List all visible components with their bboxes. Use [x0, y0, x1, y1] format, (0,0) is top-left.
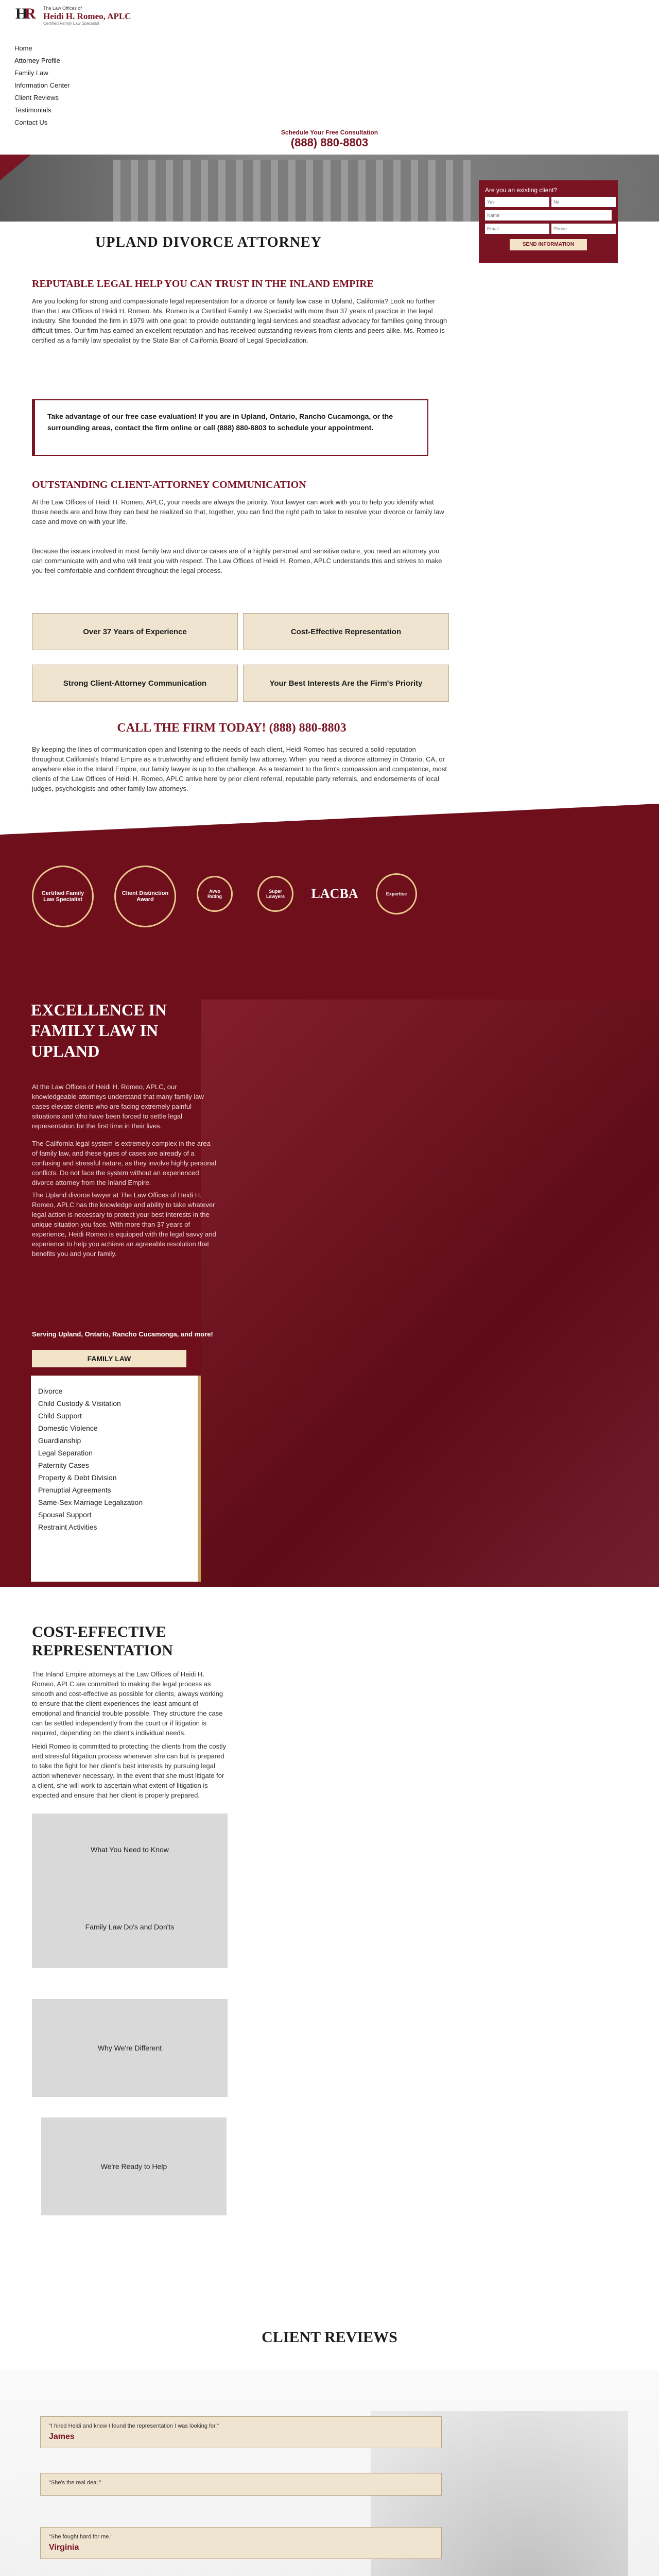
box-what-you-need[interactable]: What You Need to Know — [32, 1814, 228, 1886]
nav-information-center[interactable]: Information Center — [14, 81, 70, 89]
excellence-heading: EXCELLENCE IN FAMILY LAW IN UPLAND — [31, 1001, 167, 1060]
outstanding-paragraph-2: Because the issues involved in most family law and divorce cases are of a highly personal and sensitive nature, you need an attorney you can communicate with and who will treat you with respect. The Law Offices of Heidi H. Romeo, APLC understands this and strives to make you feel comfortable and confident throughout the legal process. — [32, 547, 442, 574]
nav-home[interactable]: Home — [14, 44, 32, 52]
tile-communication: Strong Client-Attorney Communication — [32, 665, 238, 702]
band-slant — [0, 804, 659, 866]
practice-legal-separation[interactable]: Legal Separation — [38, 1449, 93, 1457]
nav-contact-us[interactable]: Contact Us — [14, 118, 48, 126]
tile-experience: Over 37 Years of Experience — [32, 613, 238, 650]
excellence-paragraph-1: At the Law Offices of Heidi H. Romeo, APLC, our knowledgeable attorneys understand that many family law cases elevate clients who are facing extremely painful situations and who have been forced to settle legal representation for the first time in their lives. — [32, 1083, 204, 1130]
main-nav — [14, 42, 70, 129]
call-paragraph: By keeping the lines of communication open and listening to the needs of each client, Heidi Romeo has secured a solid reputation throughout California's Inland Empire as a trustworthy and efficient family law attorney. When you need a divorce attorney in Ontario, CA, or anywhere else in the Inland Empire, our family lawyer is up to the challenge. As a testament to the firm's compassion and competence, most clients of the Law Offices of Heidi H. Romeo, APLC arrive here by prior client referral, reputable party referrals, and endorsements of local judges, psychologists and other family law attorneys. — [32, 745, 447, 792]
page-title: UPLAND DIVORCE ATTORNEY — [95, 234, 322, 250]
logo-firm-name: Heidi H. Romeo, APLC — [43, 11, 131, 21]
firm-logo[interactable] — [15, 6, 131, 26]
box-why-different[interactable]: Why We're Different — [32, 1999, 228, 2097]
review-card — [40, 2527, 442, 2559]
contact-form — [479, 180, 618, 263]
nav-attorney-profile[interactable]: Attorney Profile — [14, 57, 60, 64]
excellence-paragraph-3: The Upland divorce lawyer at The Law Offices of Heidi H. Romeo, APLC has the knowledge and ability to take whatever legal action is necessary to protect your best interests in the unique situation you face. With more than 37 years of experience, Heidi Romeo is equipped with the legal savvy and experience to help you achieve an agreeable resolution that benefits you and your family. — [32, 1191, 216, 1258]
practice-guardianship[interactable]: Guardianship — [38, 1436, 81, 1445]
review-author: James — [49, 2432, 75, 2441]
phone-field[interactable] — [551, 224, 616, 234]
schedule-label: Schedule Your Free Consultation — [281, 129, 378, 136]
outstanding-heading: OUTSTANDING CLIENT-ATTORNEY COMMUNICATION — [32, 479, 306, 490]
practice-spousal-support[interactable]: Spousal Support — [38, 1511, 92, 1519]
nav-client-reviews[interactable]: Client Reviews — [14, 94, 59, 101]
logo-tagline: Certified Family Law Specialist — [43, 21, 99, 26]
existing-client-no[interactable] — [551, 197, 616, 207]
send-information-button[interactable]: SEND INFORMATION — [510, 239, 587, 250]
email-field[interactable] — [485, 224, 549, 234]
schedule-block — [278, 129, 381, 149]
cost-heading: COST-EFFECTIVE REPRESENTATION — [32, 1623, 173, 1659]
free-evaluation-text: Take advantage of our free case evaluation! If you are in Upland, Ontario, Rancho Cucamonga, or the surrounding areas, contact the firm online or call (888) 880-8803 to schedule your appointment. — [47, 412, 393, 432]
family-law-band — [0, 835, 659, 1587]
review-author: Virginia — [49, 2543, 79, 2552]
review-quote: "I hired Heidi and knew I found the representation I was looking for." — [49, 2423, 219, 2429]
practice-divorce[interactable]: Divorce — [38, 1387, 63, 1395]
practice-property-division[interactable]: Property & Debt Division — [38, 1473, 117, 1482]
review-quote: "She fought hard for me." — [49, 2534, 113, 2540]
box-dos-donts[interactable]: Family Law Do's and Don'ts — [32, 1886, 228, 1968]
review-card — [40, 2416, 442, 2448]
box-ready-to-help[interactable]: We're Ready to Help — [41, 2117, 227, 2215]
family-law-button[interactable]: FAMILY LAW — [32, 1350, 186, 1367]
review-quote: "She's the real deal." — [49, 2480, 101, 2486]
practice-domestic-violence[interactable]: Domestic Violence — [38, 1424, 98, 1432]
attorney-photo — [201, 999, 659, 1587]
badge-certified: Certified Family Law Specialist — [32, 866, 94, 927]
logo-small-text: The Law Offices of — [43, 6, 82, 11]
tile-cost-effective: Cost-Effective Representation — [243, 613, 449, 650]
form-title: Are you an existing client? — [485, 187, 558, 194]
free-evaluation-box — [32, 399, 428, 456]
outstanding-paragraph-1: At the Law Offices of Heidi H. Romeo, APLC, your needs are always the priority. Your lawyer can work with you to help you identify what those needs are and how they can best be realized so that, together, you can find the right path to take to resolve your divorce or family law case and move on with your life. — [32, 498, 444, 526]
practice-prenuptial[interactable]: Prenuptial Agreements — [38, 1486, 111, 1494]
badge-client-distinction: Client Distinction Award — [114, 866, 176, 927]
practice-same-sex[interactable]: Same-Sex Marriage Legalization — [38, 1498, 143, 1506]
name-field[interactable] — [485, 210, 612, 221]
tile-best-interests: Your Best Interests Are the Firm's Priority — [243, 665, 449, 702]
practice-paternity[interactable]: Paternity Cases — [38, 1461, 89, 1469]
reviews-heading: CLIENT REVIEWS — [262, 2329, 397, 2346]
review-card — [40, 2473, 442, 2496]
nav-testimonials[interactable]: Testimonials — [14, 106, 51, 114]
site-header — [0, 0, 659, 157]
practice-restraint[interactable]: Restraint Activities — [38, 1523, 97, 1531]
badge-expertise: Expertise — [376, 873, 417, 914]
hero-accent — [0, 155, 31, 180]
badge-avvo: Avvo Rating — [197, 876, 233, 912]
serving-areas: Serving Upland, Ontario, Rancho Cucamonga, and more! — [32, 1330, 213, 1338]
logo-mark-icon: H R — [15, 5, 36, 23]
call-firm-heading[interactable]: CALL THE FIRM TODAY! (888) 880-8803 — [117, 721, 346, 735]
practice-area-list — [31, 1376, 201, 1582]
existing-client-yes[interactable] — [485, 197, 549, 207]
header-phone-link[interactable]: (888) 880-8803 — [290, 136, 369, 149]
badge-lacba: LACBA — [311, 886, 358, 901]
practice-child-support[interactable]: Child Support — [38, 1412, 82, 1420]
cost-paragraph-1: The Inland Empire attorneys at the Law Offices of Heidi H. Romeo, APLC are committed to making the legal process as smooth and cost-effective as possible for clients, always working to ensure that the client experiences the least amount of emotional and financial trouble possible. They structure the case can be settled independently from the court or if litigation is required, depending on the client's individual needs. — [32, 1670, 223, 1737]
practice-child-custody[interactable]: Child Custody & Visitation — [38, 1399, 121, 1408]
reputable-heading: REPUTABLE LEGAL HELP YOU CAN TRUST IN THE INLAND EMPIRE — [32, 278, 374, 290]
badge-super-lawyers: Super Lawyers — [257, 876, 293, 912]
cost-paragraph-2: Heidi Romeo is committed to protecting the clients from the costly and stressful litigation process whenever she can but is prepared to take the fight for her client's best interests by pursuing legal action whenever necessary. In the event that she must litigate for a client, she will work to ascertain what extent of litigation is expected and ensure that her client is properly prepared. — [32, 1742, 227, 1799]
reputable-paragraph: Are you looking for strong and compassionate legal representation for a divorce or family law case in Upland, California? Look no further than the Law Offices of Heidi H. Romeo. Ms. Romeo is a Certified Family Law Specialist with more than 37 years of practice in the legal industry. She founded the firm in 1979 with one goal: to provide outstanding legal services and steadfast advocacy for families going through difficult times. Our firm has earned an excellent reputation and has received outstanding reviews from clients and peers alike. Ms. Romeo is certified as a family law specialist by the State Bar of California Board of Legal Specialization. — [32, 297, 447, 344]
excellence-paragraph-2: The California legal system is extremely complex in the area of family law, and these types of cases are already of a confusing and stressful nature, as they involve highly personal conflicts. Do not face the system without an experienced divorce attorney from the Inland Empire. — [32, 1140, 216, 1187]
nav-family-law[interactable]: Family Law — [14, 69, 48, 77]
courthouse-image — [113, 160, 474, 222]
